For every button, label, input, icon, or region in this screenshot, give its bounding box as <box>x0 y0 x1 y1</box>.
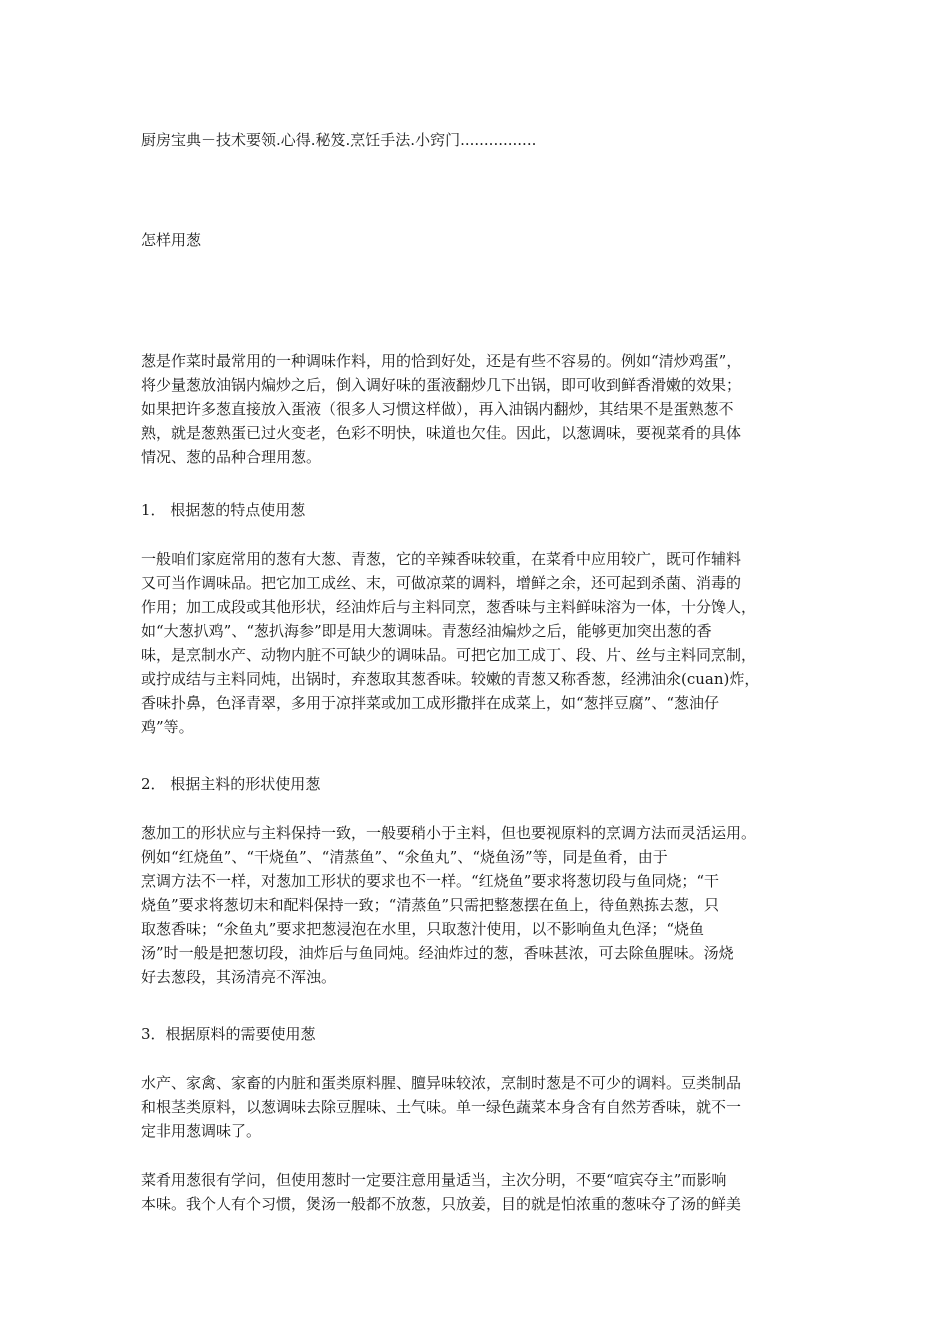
closing-paragraph <box>141 1168 821 1216</box>
paragraph-line: 菜肴用葱很有学问，但使用葱时一定要注意用量适当，主次分明，不要“喧宾夺主”而影响 <box>141 1171 727 1189</box>
paragraph-line: 情况、葱的品种合理用葱。 <box>141 448 322 466</box>
paragraph-line: 作用；加工成段或其他形状，经油炸后与主料同烹，葱香味与主料鲜味溶为一体，十分馋人， <box>141 598 757 616</box>
header-text: 厨房宝典－技术要领.心得.秘笈.烹饪手法.小窍门................ <box>141 131 537 149</box>
section-2-paragraph <box>141 821 821 989</box>
section-3-paragraph <box>141 1071 821 1143</box>
paragraph-line: 或拧成结与主料同炖，出锅时，弃葱取其葱香味。较嫩的青葱又称香葱，经沸油氽(cuan)炸， <box>141 670 760 688</box>
paragraph-line: 如果把许多葱直接放入蛋液（很多人习惯这样做），再入油锅内翻炒，其结果不是蛋熟葱不 <box>141 400 734 418</box>
paragraph-line: 烹调方法不一样，对葱加工形状的要求也不一样。“红烧鱼”要求将葱切段与鱼同烧；“干 <box>141 872 720 890</box>
paragraph-line: 定非用葱调味了。 <box>141 1122 262 1140</box>
section-3-heading <box>141 1022 821 1046</box>
paragraph-line: 味，是烹制水产、动物内脏不可缺少的调味品。可把它加工成丁、段、片、丝与主料同烹制， <box>141 646 757 664</box>
paragraph-line: 葱是作菜时最常用的一种调味作料，用的恰到好处，还是有些不容易的。例如“清炒鸡蛋”， <box>141 352 742 370</box>
paragraph-line: 和根茎类原料，以葱调味去除豆腥味、土气味。单一绿色蔬菜本身含有自然芳香味，就不一 <box>141 1098 742 1116</box>
section-2-heading <box>141 772 821 796</box>
paragraph-line: 又可当作调味品。把它加工成丝、末，可做凉菜的调料，增鲜之余，还可起到杀菌、消毒的 <box>141 574 742 592</box>
heading-text: 1． 根据葱的特点使用葱 <box>141 501 306 519</box>
paragraph-line: 汤”时一般是把葱切段，油炸后与鱼同炖。经油炸过的葱，香味甚浓，可去除鱼腥味。汤烧 <box>141 944 734 962</box>
paragraph-line: 好去葱段，其汤清亮不浑浊。 <box>141 968 337 986</box>
paragraph-line: 水产、家禽、家畜的内脏和蛋类原料腥、膻异味较浓，烹制时葱是不可少的调料。豆类制品 <box>141 1074 742 1092</box>
heading-text: 2． 根据主料的形状使用葱 <box>141 775 321 793</box>
article-title <box>141 228 821 252</box>
title-text: 怎样用葱 <box>141 231 202 249</box>
intro-paragraph <box>141 349 821 469</box>
heading-text: 3．根据原料的需要使用葱 <box>141 1025 316 1043</box>
paragraph-line: 如“大葱扒鸡”、“葱扒海参”即是用大葱调味。青葱经油煸炒之后，能够更加突出葱的香 <box>141 622 712 640</box>
paragraph-line: 一般咱们家庭常用的葱有大葱、青葱，它的辛辣香味较重，在菜肴中应用较广，既可作辅料 <box>141 550 742 568</box>
header-line <box>141 128 821 152</box>
paragraph-line: 例如“红烧鱼”、“干烧鱼”、“清蒸鱼”、“氽鱼丸”、“烧鱼汤”等，同是鱼肴，由于 <box>141 848 668 866</box>
paragraph-line: 本味。我个人有个习惯，煲汤一般都不放葱，只放姜，目的就是怕浓重的葱味夺了汤的鲜美 <box>141 1195 742 1213</box>
paragraph-line: 烧鱼”要求将葱切末和配料保持一致；“清蒸鱼”只需把整葱摆在鱼上，待鱼熟拣去葱，只 <box>141 896 720 914</box>
paragraph-line: 熟，就是葱熟蛋已过火变老，色彩不明快，味道也欠佳。因此，以葱调味，要视菜肴的具体 <box>141 424 742 442</box>
paragraph-line: 鸡”等。 <box>141 718 194 736</box>
paragraph-line: 取葱香味；“氽鱼丸”要求把葱浸泡在水里，只取葱汁使用，以不影响鱼丸色泽；“烧鱼 <box>141 920 705 938</box>
paragraph-line: 葱加工的形状应与主料保持一致，一般要稍小于主料，但也要视原料的烹调方法而灵活运用。 <box>141 824 757 842</box>
paragraph-line: 香味扑鼻，色泽青翠，多用于凉拌菜或加工成形撒拌在成菜上，如“葱拌豆腐”、“葱油仔 <box>141 694 720 712</box>
section-1-heading <box>141 498 821 522</box>
paragraph-line: 将少量葱放油锅内煸炒之后，倒入调好味的蛋液翻炒几下出锅，即可收到鲜香滑嫩的效果； <box>141 376 742 394</box>
section-1-paragraph <box>141 547 821 739</box>
